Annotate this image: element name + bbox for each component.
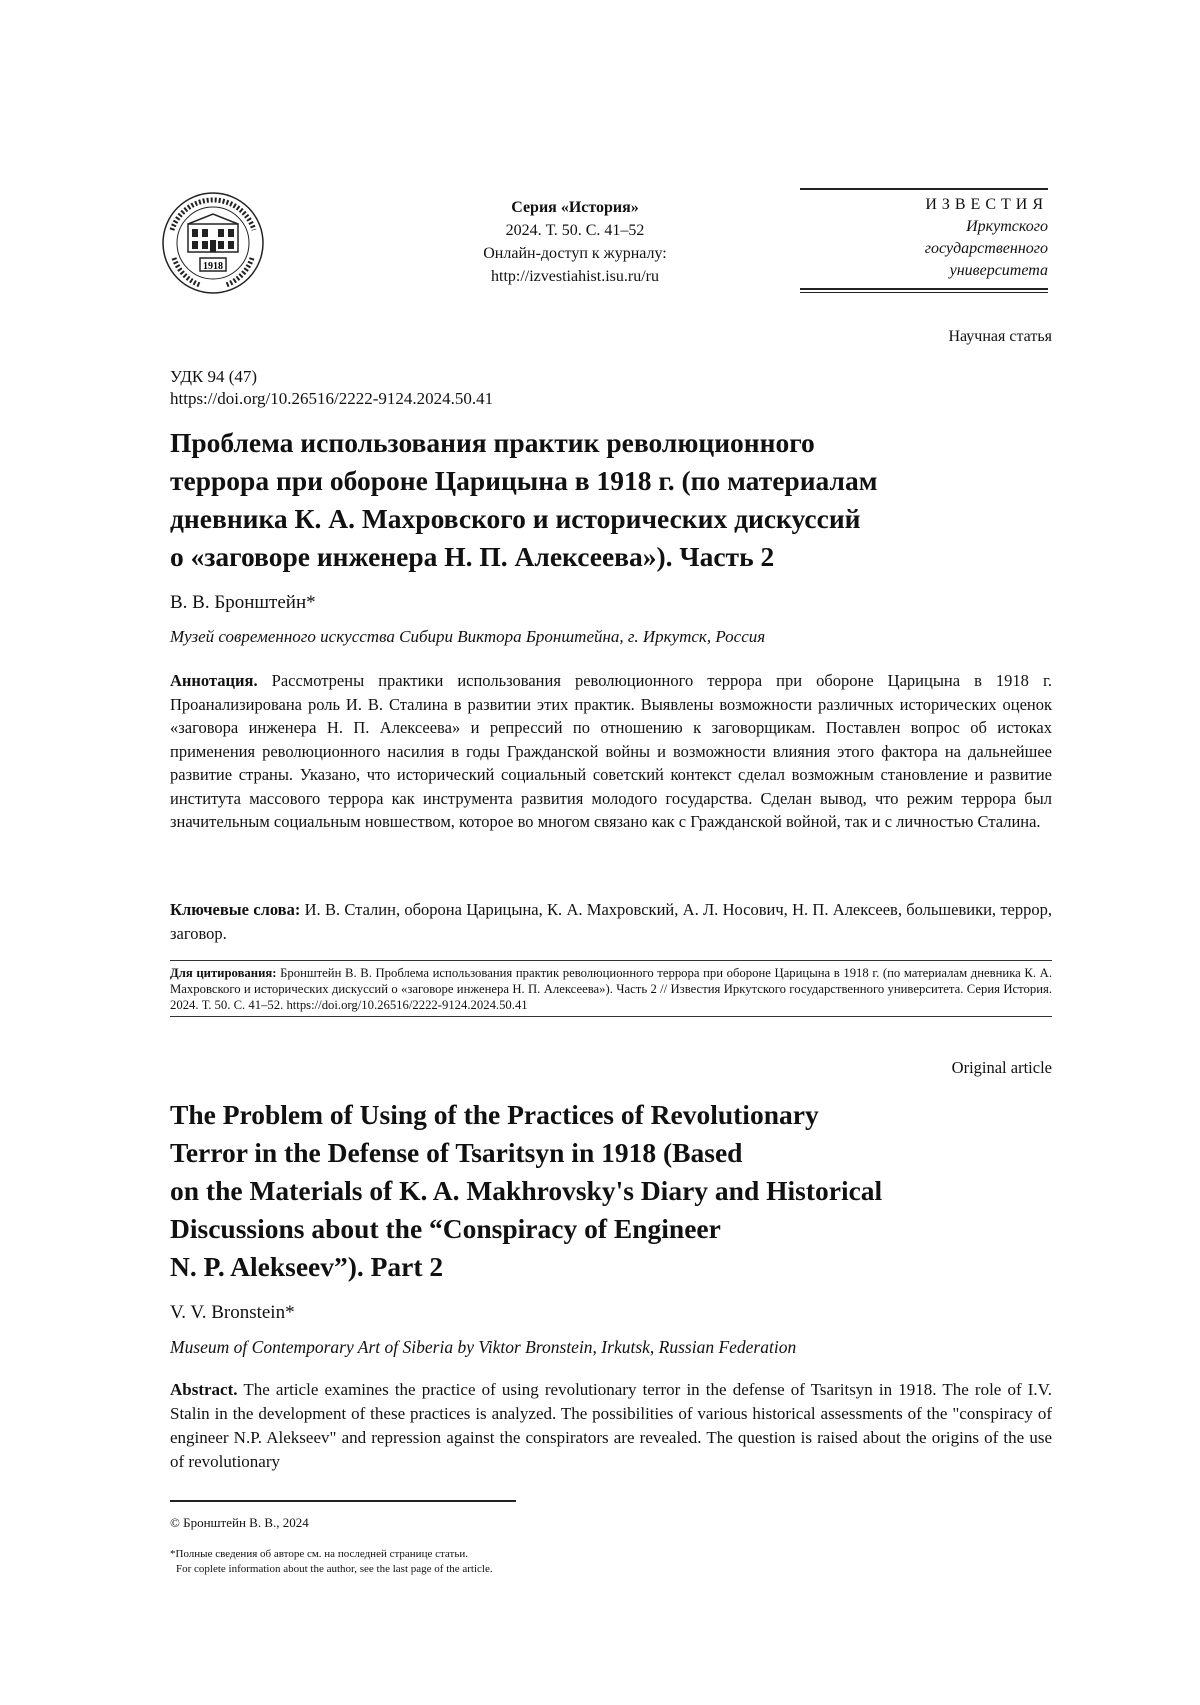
article-title-ru: [170, 424, 1070, 576]
copyright-note: © Бронштейн В. В., 2024: [170, 1515, 309, 1531]
journal-top-rule: [800, 188, 1048, 190]
title-en-line: Terror in the Defense of Tsaritsyn in 1918 (Based: [170, 1134, 1070, 1172]
abstract-en-label: Abstract.: [170, 1380, 238, 1399]
university-seal-logo: [160, 190, 266, 296]
abstract-en-text: The article examines the practice of using revolutionary terror in the defense of Tsaritsyn in 1918. The role of I.V. Stalin in the development of these practices is analyzed. The possibilities of various historical assessments of the "conspiracy of engineer N.P. Alekseev" and repression against the conspirators are revealed. The question is raised about the origins of the use of revolutionary: [170, 1380, 1052, 1471]
journal-sub3: университета: [800, 260, 1048, 282]
author-ru: В. В. Бронштейн*: [170, 592, 316, 614]
rubric-ru: Научная статья: [948, 328, 1052, 346]
rubric-en: Original article: [952, 1058, 1052, 1078]
abstract-ru-text: Рассмотрены практики использования революционного террора при обороне Царицына в 1918 г. Проанализирована роль И. В. Сталина в развитии этих практик. Выявлены возможности различных исторических оценок «заговора инженера Н. П. Алексеева» и репрессий по отношению к заговорщикам. Поставлен вопрос об истоках применения революционного насилия в годы Гражданской войны и возможности влияния этого фактора на дальнейшее развитие страны. Указано, что исторический социальный советский контекст сделал возможным становление и развитие института массового террора как инструмента развития молодого государства. Сделан вывод, что режим террора был значительным социальным новшеством, которое во многом связано как с Гражданской войной, так и с личностью Сталина.: [170, 671, 1052, 831]
journal-sub2: государственного: [800, 238, 1048, 260]
issue-info: 2024. Т. 50. С. 41–52: [440, 219, 710, 242]
journal-sub1: Иркутского: [800, 216, 1048, 238]
doi-link[interactable]: https://doi.org/10.26516/2222-9124.2024.50.41: [170, 388, 493, 410]
author-note-en: For coplete information about the author, see the last page of the article.: [176, 1563, 493, 1575]
citation-text: Бронштейн В. В. Проблема использования практик революционного террора при обороне Царицына в 1918 г. (по материалам дневника К. А. Махровского и исторических дискуссий о «заговоре инженера Н. П. Алексеева»). Часть 2 // Известия Иркутского государственного университета. Серия История. 2024. Т. 50. С. 41–52. https://doi.org/10.26516/2222-9124.2024.50.41: [170, 966, 1052, 1012]
journal-bottom-rule-2: [800, 292, 1048, 293]
title-en-line: N. P. Alekseev”). Part 2: [170, 1248, 1070, 1286]
udc-code: УДК 94 (47): [170, 366, 493, 388]
logo-year: 1918: [203, 261, 223, 272]
journal-name-block: [800, 188, 1048, 293]
footnote-rule: [170, 1500, 516, 1502]
title-en-line: The Problem of Using of the Practices of Revolutionary: [170, 1096, 1070, 1134]
journal-url[interactable]: http://izvestiahist.isu.ru/ru: [440, 265, 710, 288]
keywords-ru: [170, 898, 1052, 945]
affiliation-en: Museum of Contemporary Art of Siberia by Viktor Bronstein, Irkutsk, Russian Federation: [170, 1337, 796, 1358]
title-ru-line: дневника К. А. Махровского и исторических дискуссий: [170, 500, 1070, 538]
online-access-label: Онлайн-доступ к журналу:: [440, 242, 710, 265]
keywords-ru-text: И. В. Сталин, оборона Царицына, К. А. Махровский, А. Л. Носович, Н. П. Алексеев, большевики, террор, заговор.: [170, 900, 1052, 943]
title-en-line: Discussions about the “Conspiracy of Engineer: [170, 1210, 1070, 1248]
author-en: V. V. Bronstein*: [170, 1302, 295, 1324]
journal-name: ИЗВЕСТИЯ: [800, 194, 1048, 216]
abstract-ru-label: Аннотация.: [170, 671, 258, 690]
abstract-en: [170, 1378, 1052, 1474]
citation-box: [170, 960, 1052, 1017]
title-ru-line: террора при обороне Царицына в 1918 г. (по материалам: [170, 462, 1070, 500]
keywords-ru-label: Ключевые слова:: [170, 900, 300, 919]
citation-label: Для цитирования:: [170, 966, 276, 980]
author-note-ru: *Полные сведения об авторе см. на последней странице статьи.: [170, 1548, 468, 1560]
title-ru-line: Проблема использования практик революционного: [170, 424, 1070, 462]
udc-doi-block: [170, 366, 493, 410]
title-ru-line: о «заговоре инженера Н. П. Алексеева»). Часть 2: [170, 538, 1070, 576]
journal-bottom-rule: [800, 288, 1048, 290]
series-title: Серия «История»: [440, 196, 710, 219]
affiliation-ru: Музей современного искусства Сибири Виктора Бронштейна, г. Иркутск, Россия: [170, 627, 765, 647]
article-title-en: [170, 1096, 1070, 1286]
series-info: [440, 196, 710, 288]
title-en-line: on the Materials of K. A. Makhrovsky's Diary and Historical: [170, 1172, 1070, 1210]
abstract-ru: [170, 669, 1052, 834]
